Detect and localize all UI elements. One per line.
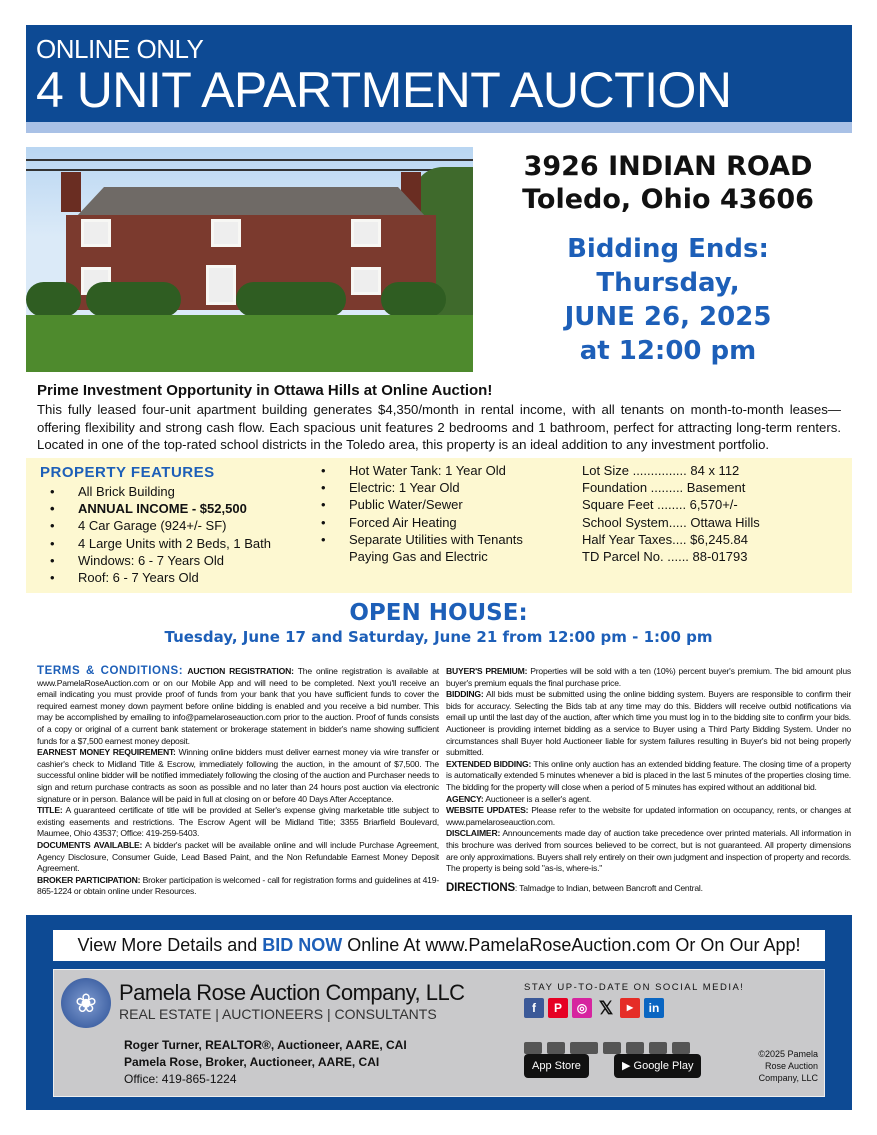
contact-person: Roger Turner, REALTOR®, Auctioneer, AARE, CAI [124, 1038, 407, 1052]
pinterest-icon[interactable]: P [548, 998, 568, 1018]
features-col1 [78, 483, 271, 586]
open-house-title: OPEN HOUSE: [349, 600, 528, 626]
features-col3 [582, 462, 760, 565]
feature-spec: TD Parcel No. ...... 88-01793 [582, 549, 748, 565]
footer [26, 915, 852, 1110]
feature-item: • Roof: 6 - 7 Years Old [78, 569, 271, 586]
feature-item: • Forced Air Heating [349, 514, 534, 531]
feature-item: • 4 Large Units with 2 Beds, 1 Bath [78, 535, 271, 552]
open-house [0, 600, 877, 646]
terms-right [446, 666, 851, 894]
bidding-ends [473, 232, 863, 368]
feature-spec: Foundation ......... Basement [582, 480, 746, 496]
bidding-ends-day: Thursday, [596, 268, 740, 298]
company-contacts [124, 1037, 407, 1088]
x-icon[interactable]: 𝕏 [598, 998, 614, 1018]
instagram-icon[interactable]: ◎ [572, 998, 592, 1018]
address-city: Toledo, Ohio 43606 [522, 184, 814, 215]
facebook-icon[interactable]: f [524, 998, 544, 1018]
term: EARNEST MONEY REQUIREMENT: Winning online bidders must deliver earnest money via wire transfer or cashier's check to Midland Title & Escrow, immediately following the auction, in the amount of $7,500. The successful online bidder will be notified immediately following the closing of the auction and Purchaser needs to sign and return purchase contracts as soon as possible and no later than 24 hours post auction via electronic signature or in person. Balance will be paid in full at closing on or before 40 Days After Acceptance. [37, 747, 440, 804]
term: WEBSITE UPDATES: Please refer to the website for updated information on occupancy, rents, or changes at www.pamelaroseauction.com. [446, 805, 851, 827]
feature-item: • Windows: 6 - 7 Years Old [78, 552, 271, 569]
open-house-dates: Tuesday, June 17 and Saturday, June 21 from 12:00 pm - 1:00 pm [164, 628, 713, 646]
feature-spec: Lot Size ............... 84 x 112 [582, 463, 740, 478]
association-icon [603, 1042, 621, 1054]
feature-item: • All Brick Building [78, 483, 271, 500]
intro-body: This fully leased four-unit apartment building generates $4,350/month in rental income, with all tenants on month-to-month leases—offering flexibility and strong cash flow. Each spacious unit features 2 bedrooms and 1 bathroom, perfect for attracting long-term renters. Located in one of the top-rated school districts in the Toledo area, this property is an ideal addition to any investment portfolio. [37, 402, 841, 452]
youtube-icon[interactable]: ▶ [620, 998, 640, 1018]
property-address [473, 150, 863, 216]
office-phone: Office: 419-865-1224 [124, 1072, 237, 1086]
feature-item: • Separate Utilities with Tenants Paying Gas and Electric [349, 531, 534, 565]
term: BUYER'S PREMIUM: Properties will be sold with a ten (10%) percent buyer's premium. The bid amount plus buyer's premium equals the final purchase price. [446, 666, 851, 688]
term: AUCTION REGISTRATION: The online registration is available at www.PamelaRoseAuction.com or on our Mobile App and will need to be completed. Next you'll receive an email indicating you must provide proof of funds from your bank that you have sufficient funds to cover the required earnest money down payment before online bidding is enabled and you receive a bid number. This may be accomplished by emailing to info@pamelaroseauction.com prior to the auction. Proof of funds consists of a copy or original of a current bank statement or brokerage statement in bidder's name showing sufficient funds for a $7,500 earnest money deposit. [37, 666, 439, 746]
features-col2 [349, 462, 534, 565]
bid-now-link[interactable]: BID NOW [262, 935, 343, 955]
features-title: PROPERTY FEATURES [40, 464, 215, 481]
term: AGENCY: Auctioneer is a seller's agent. [446, 793, 592, 804]
bidding-ends-date: JUNE 26, 2025 [564, 302, 772, 332]
linkedin-icon[interactable]: in [644, 998, 664, 1018]
directions: DIRECTIONS: Talmadge to Indian, between Bancroft and Central. [446, 881, 703, 894]
app-store-button[interactable]: App Store [524, 1054, 589, 1078]
feature-item: • Hot Water Tank: 1 Year Old [349, 462, 534, 479]
terms-title: TERMS & CONDITIONS: [37, 665, 184, 677]
cta-banner[interactable]: View More Details and BID NOW Online At www.PamelaRoseAuction.com Or On Our App! [53, 930, 825, 961]
bidding-ends-label: Bidding Ends: [567, 234, 769, 264]
company-name: Pamela Rose Auction Company, LLC [119, 980, 465, 1005]
term: BROKER PARTICIPATION: Broker participation is welcomed - call for registration forms and guidelines at 419-865-1224 or obtain online under Resources. [37, 874, 440, 897]
social-icons [524, 998, 664, 1018]
company-info [53, 969, 825, 1097]
feature-item: • Electric: 1 Year Old [349, 479, 534, 496]
feature-item: • ANNUAL INCOME - $52,500 [78, 500, 271, 517]
association-icon [570, 1042, 598, 1054]
property-photo [26, 147, 473, 372]
header-title: 4 UNIT APARTMENT AUCTION [36, 62, 732, 118]
header-subtitle: ONLINE ONLY [36, 34, 204, 64]
feature-item: • Public Water/Sewer [349, 496, 534, 513]
company-logo-icon: ❀ [61, 978, 111, 1028]
association-logos [524, 1042, 690, 1054]
terms-left [37, 666, 439, 898]
feature-spec: School System..... Ottawa Hills [582, 514, 760, 530]
feature-spec: Half Year Taxes.... $6,245.84 [582, 531, 748, 547]
google-play-button[interactable]: ▶ Google Play [614, 1054, 701, 1078]
feature-item: • 4 Car Garage (924+/- SF) [78, 517, 271, 534]
term: EXTENDED BIDDING: This online only auction has an extended bidding feature. The closing time of a property is automatically extended 5 minutes whenever a bid is placed in the last 5 minutes of the properties closing time. The bidding for the property will close when a period of 5 minutes has expired without an additional bid. [446, 758, 851, 792]
header-stripe [26, 122, 852, 133]
feature-spec: Square Feet ........ 6,570+/- [582, 497, 738, 513]
company-tagline: REAL ESTATE | AUCTIONEERS | CONSULTANTS [119, 1006, 437, 1022]
property-features [26, 458, 852, 593]
term: BIDDING: All bids must be submitted using the online bidding system. Buyers are responsible to confirm their bids for accuracy. Selecting the Bids tab at any time may do this. Bidders will receive outbid notifications via email up until the last day of the auction, after which time you must log in to the bidding site to confirm your bids. Auctioneer is providing internet bidding as a service to Buyer using a Third Party Bidding System. Under no circumstances shall Buyer hold Auctioneer liable for system failures resulting in Buyer's bid not being properly submitted. [446, 689, 851, 758]
association-icon [547, 1042, 565, 1054]
association-icon [524, 1042, 542, 1054]
equal-housing-icon [649, 1042, 667, 1054]
copyright: ©2025 Pamela Rose Auction Company, LLC [758, 1049, 818, 1083]
header-banner [26, 25, 852, 122]
bidding-ends-time: at 12:00 pm [579, 336, 757, 366]
address-street: 3926 INDIAN ROAD [523, 151, 813, 182]
intro-heading: Prime Investment Opportunity in Ottawa Hills at Online Auction! [37, 382, 493, 399]
term: DOCUMENTS AVAILABLE: A bidder's packet will be available online and will include Purchase Agreement, Agency Disclosure, Consumer Guide, Lead Based Paint, and the Non Refundable Earnest Money Deposit Agreement. [37, 839, 439, 874]
term: DISCLAIMER: Announcements made day of auction take precedence over printed materials. All information in this brochure was derived from sources believed to be correct, but is not guaranteed. All property dimensions are only approximations. Buyers shall rely entirely on their own judgment and inspection of property and records. The property is being sold "as-is, where-is." [446, 828, 851, 874]
contact-person: Pamela Rose, Broker, Auctioneer, AARE, CAI [124, 1055, 380, 1069]
association-icon [672, 1042, 690, 1054]
social-title: STAY UP-TO-DATE ON SOCIAL MEDIA! [524, 982, 745, 993]
term: TITLE: A guaranteed certificate of title will be provided at Seller's expense giving marketable title subject to existing easements and restrictions. The Escrow Agent will be Midland Title; 3355 Briarfield Boulevard, Maumee, Ohio 43537; Office: 419-259-5403. [37, 805, 439, 839]
realtor-icon [626, 1042, 644, 1054]
